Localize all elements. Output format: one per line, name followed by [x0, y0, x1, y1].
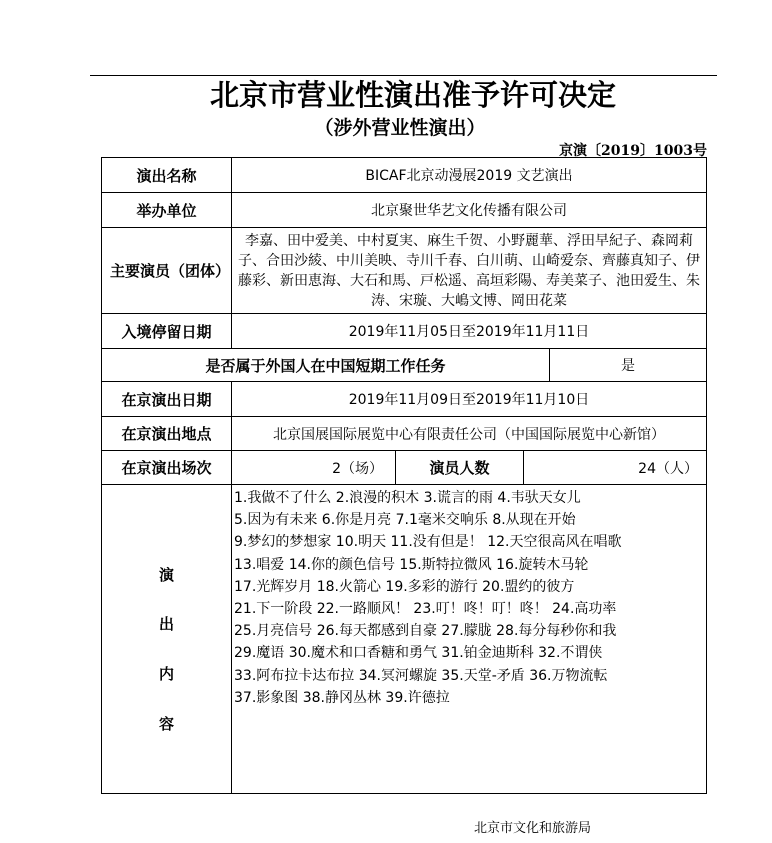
program-line: 1.我做不了什么 2.浪漫的积木 3.谎言的雨 4.韦驮天女儿: [234, 490, 581, 506]
content-label-char: 出: [158, 615, 174, 633]
venue-label: 在京演出地点: [101, 416, 232, 451]
content-label-char: 容: [158, 715, 174, 733]
document-title: 北京市营业性演出准予许可决定: [209, 78, 616, 112]
document-subtitle: （涉外营业性演出）: [314, 117, 486, 139]
perf-dates-label: 在京演出日期: [101, 381, 232, 417]
shortterm-question: 是否属于外国人在中国短期工作任务: [101, 348, 550, 382]
program-list: [231, 484, 707, 794]
program-line: 33.阿布拉卡达布拉 34.冥河螺旋 35.天堂-矛盾 36.万物流転: [234, 667, 608, 684]
program-line: 13.唱爱 14.你的颜色信号 15.斯特拉微风 16.旋转木马轮: [234, 556, 589, 573]
performers-value: 李嘉、田中爱美、中村夏実、麻生千贺、小野麗華、浮田早紀子、森岡莉子、合田沙綾、中川美映、寺川千春、白川萌、山崎爱奈、齊藤真知子、伊藤彩、新田恵海、大石和馬、戸松遥、高垣彩陽、寿美菜子、池田爱生、朱涛、宋璇、大嶋文博、岡田花菜: [231, 227, 707, 314]
program-line: 17.光辉岁月 18.火箭心 19.多彩的游行 20.盟约的彼方: [234, 578, 575, 595]
program-line: 5.因为有未来 6.你是月亮 7.1毫米交响乐 8.从现在开始: [234, 512, 576, 529]
stay-dates-value: 2019年11月05日至2019年11月11日: [231, 313, 707, 349]
document-number: 京演〔2019〕1003号: [559, 143, 707, 159]
show-name-label: 演出名称: [101, 157, 232, 193]
cast-count-value: 24（人）: [523, 450, 707, 485]
content-label: [101, 484, 232, 794]
organizer-label: 举办单位: [101, 192, 232, 228]
shortterm-answer: 是: [549, 348, 707, 382]
sessions-label: 在京演出场次: [101, 450, 232, 485]
organizer-value: 北京聚世华艺文化传播有限公司: [231, 192, 707, 228]
content-label-char: 演: [158, 566, 174, 584]
show-name-value: BICAF北京动漫展2019 文艺演出: [231, 157, 707, 193]
program-line: 25.月亮信号 26.每天都感到自豪 27.朦胧 28.每分每秒你和我: [234, 623, 617, 640]
program-line: 29.魔语 30.魔术和口香糖和勇气 31.铂金迪斯科 32.不谓侠: [234, 645, 603, 662]
program-line: 21.下一阶段 22.一路顺风！ 23.叮！咚！叮！咚！ 24.高功率: [234, 601, 617, 618]
sessions-value: 2（场）: [231, 450, 396, 485]
perf-dates-value: 2019年11月09日至2019年11月10日: [231, 381, 707, 417]
venue-value: 北京国展国际展览中心有限责任公司（中国国际展览中心新馆）: [231, 416, 707, 451]
issuer: 北京市文化和旅游局: [474, 821, 592, 836]
stay-dates-label: 入境停留日期: [101, 313, 232, 349]
program-line: 37.影象图 38.静冈丛林 39.许德拉: [234, 689, 450, 706]
performers-label: 主要演员（团体）: [101, 227, 232, 314]
content-label-char: 内: [158, 665, 174, 683]
program-line: 9.梦幻的梦想家 10.明天 11.没有但是！ 12.天空很高风在唱歌: [234, 534, 622, 551]
cast-count-label: 演员人数: [395, 450, 524, 485]
